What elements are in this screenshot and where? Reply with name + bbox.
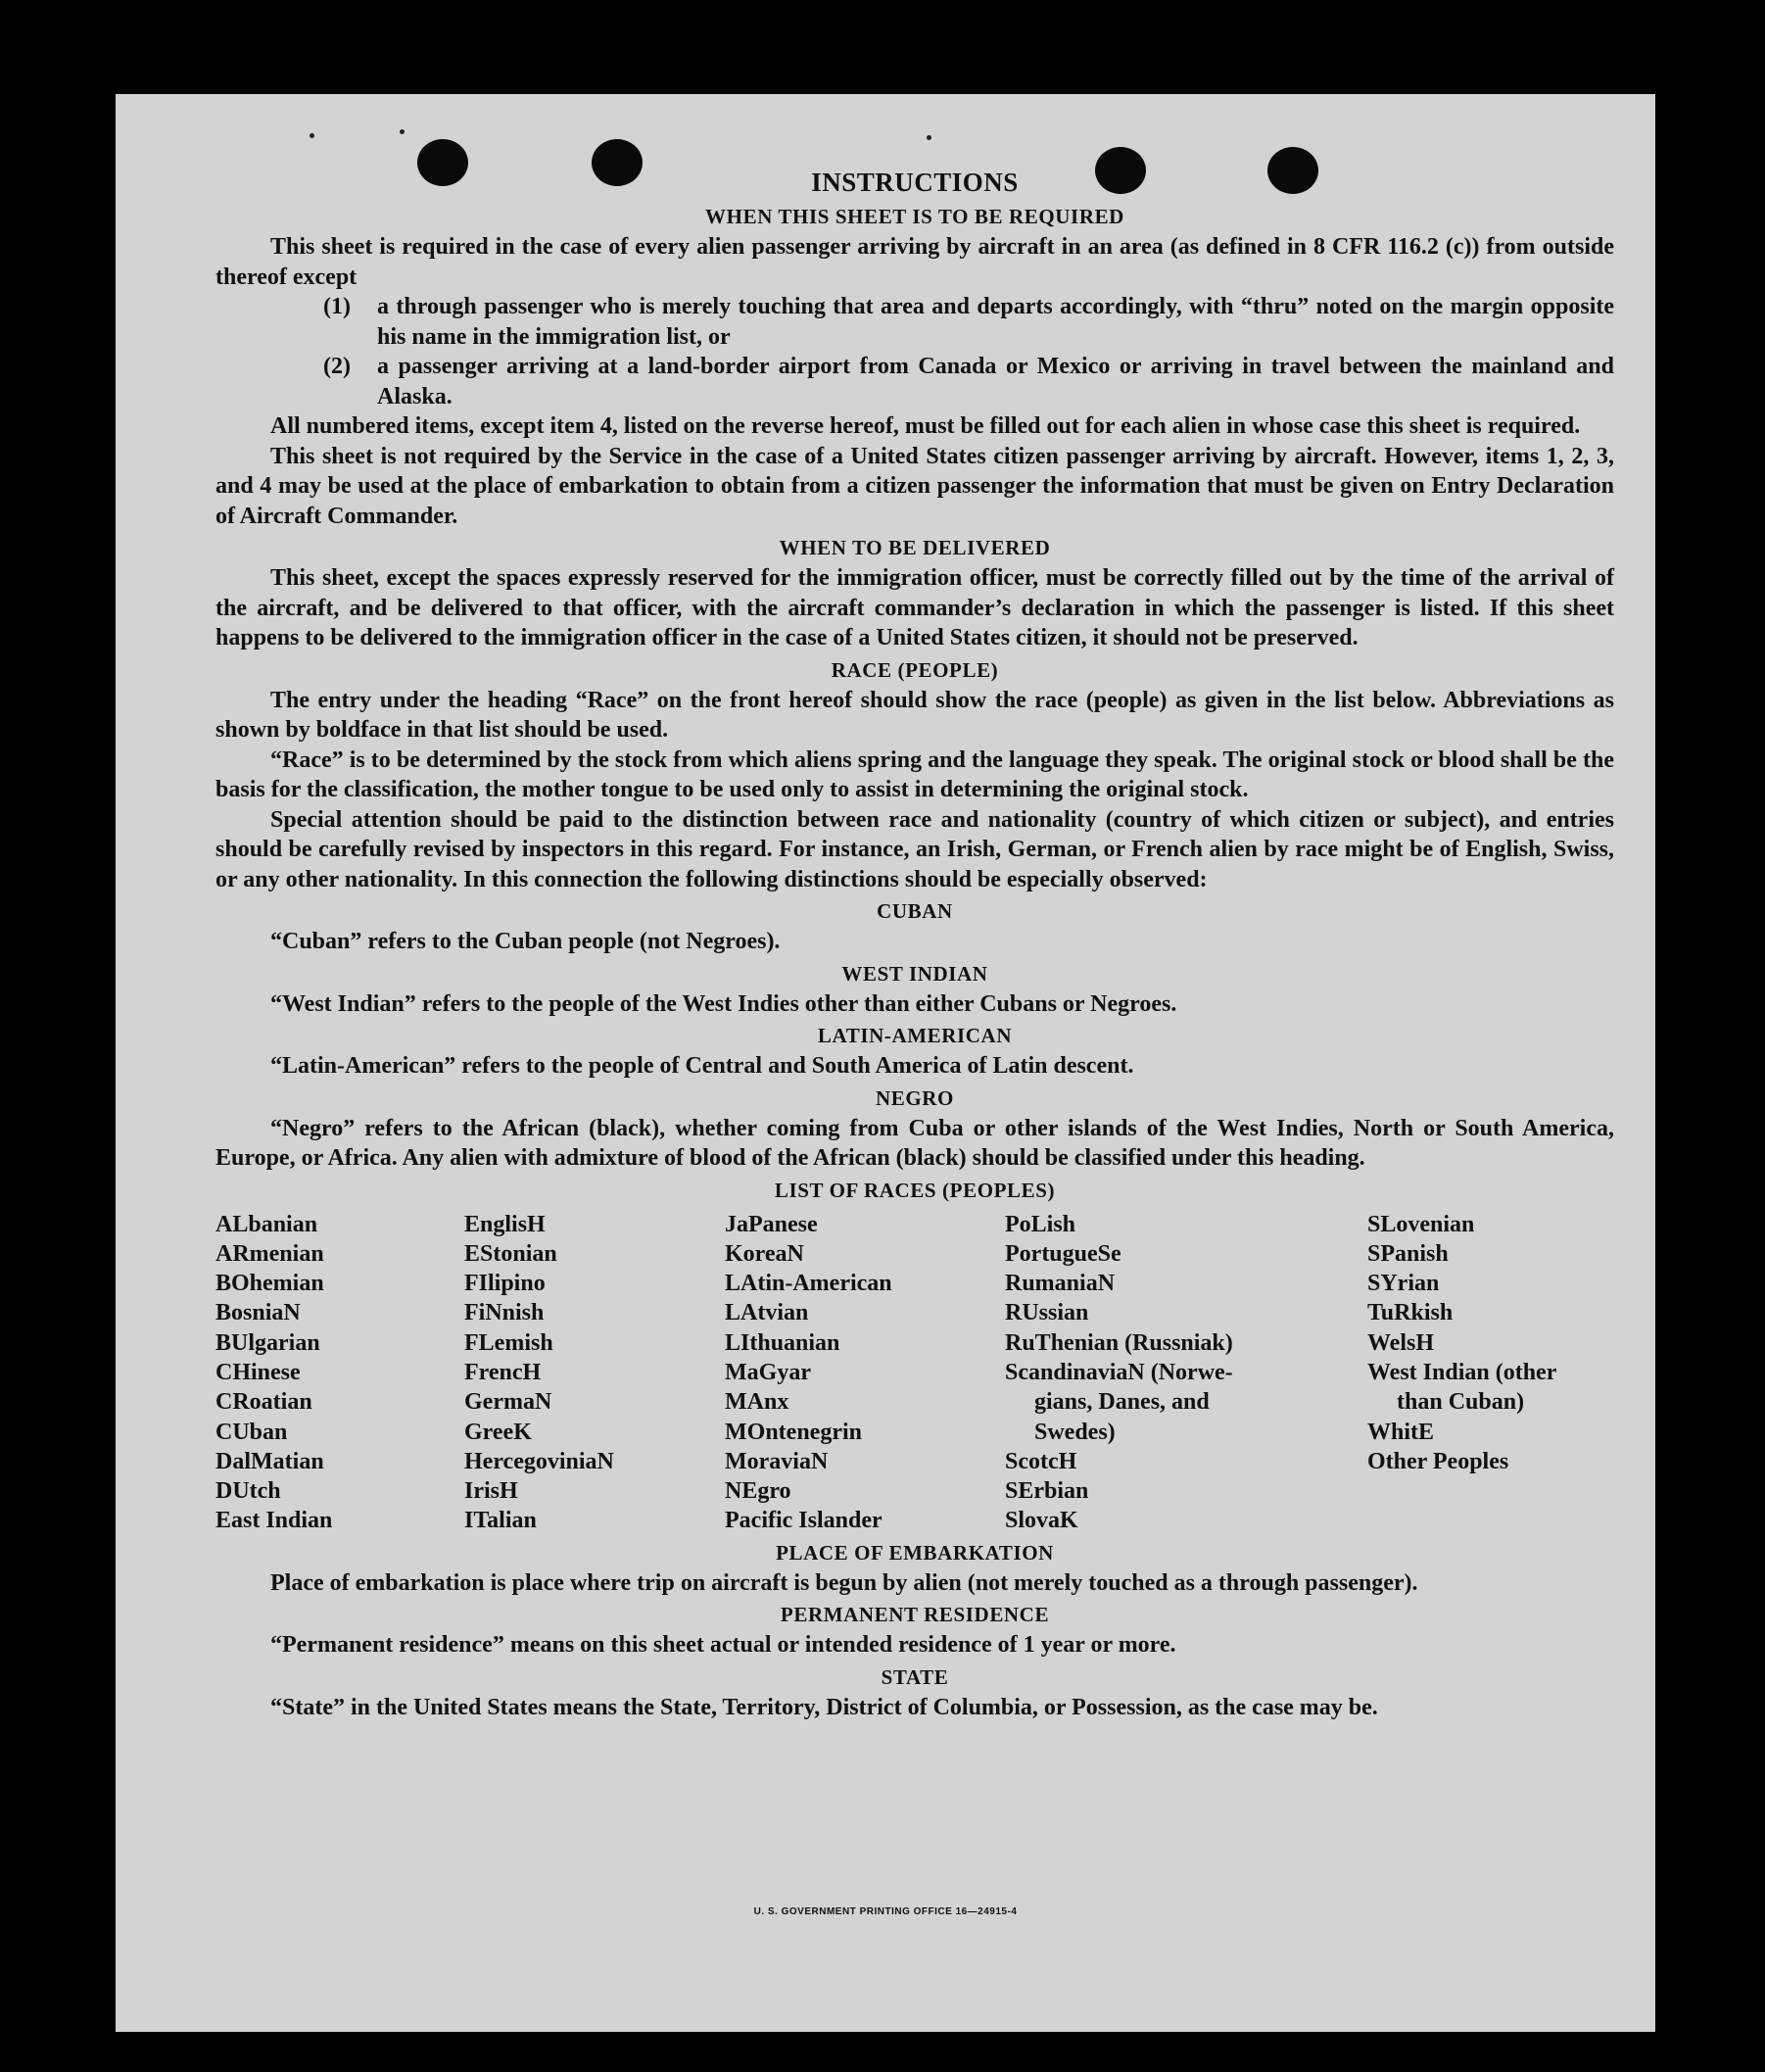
race-entry: DUtch	[215, 1478, 281, 1505]
race-column	[464, 1210, 725, 1536]
exception-item	[215, 352, 1614, 411]
race-entry: Pacific Islander	[725, 1508, 882, 1534]
exception-number: (1)	[323, 294, 351, 319]
heading-permanent-residence: PERMANENT RESIDENCE	[780, 1603, 1050, 1627]
race-entry: SErbian	[1005, 1478, 1089, 1505]
ink-speck	[927, 135, 931, 140]
race-entry: CUban	[215, 1419, 288, 1445]
heading-race: RACE (PEOPLE)	[831, 657, 999, 682]
race-entry: MoraviaN	[725, 1448, 829, 1474]
race-entry: East Indian	[215, 1508, 333, 1534]
race-entry: FrencH	[464, 1359, 542, 1385]
race-entry: GermaN	[464, 1389, 552, 1416]
race-entry: WelsH	[1367, 1329, 1435, 1356]
race-column	[1005, 1210, 1367, 1536]
race-entry: West Indian (other	[1367, 1359, 1557, 1385]
race-column	[1367, 1210, 1614, 1536]
race-paragraph-2: “Race” is to be determined by the stock from which aliens spring and the language they speak. The original stock or blood shall be the basis for the classification, the mother tongue to be used only to assist in determining the original stock.	[215, 747, 1614, 802]
race-entry: ARmenian	[215, 1240, 324, 1267]
race-entry: WhitE	[1367, 1419, 1435, 1445]
race-entry: BOhemian	[215, 1271, 324, 1297]
race-entry: LAtvian	[725, 1300, 809, 1326]
embarkation-text: Place of embarkation is place where trip on aircraft is begun by alien (not merely touched as a through passenger).	[270, 1569, 1418, 1596]
heading-cuban: CUBAN	[877, 899, 953, 923]
west-indian-definition: “West Indian” refers to the people of the West Indies other than either Cubans or Negroes.	[270, 990, 1177, 1017]
race-column	[215, 1210, 464, 1536]
race-entry: RumaniaN	[1005, 1271, 1116, 1297]
race-entry: LIthuanian	[725, 1329, 840, 1356]
race-entry: SlovaK	[1005, 1508, 1078, 1534]
race-entry: MaGyar	[725, 1359, 811, 1385]
race-entry: BosniaN	[215, 1300, 301, 1326]
race-paragraph-3: Special attention should be paid to the distinction between race and nationality (country of which citizen or subject), and entries should be carefully revised by inspectors in this regard. For instance, an Irish, German, or French alien by race might be of English, Swiss, or any other nationality. In this connection the following distinctions should be especially observed:	[215, 806, 1614, 892]
race-entry: BUlgarian	[215, 1329, 320, 1356]
race-paragraph-1: The entry under the heading “Race” on the front hereof should show the race (people) as given in the list below. Abbreviations as shown by boldface in that list should be used.	[215, 687, 1614, 743]
state-text: “State” in the United States means the State, Territory, District of Columbia, or Possession, as the case may be.	[270, 1694, 1378, 1720]
race-column	[725, 1210, 1005, 1536]
race-entry: NEgro	[725, 1478, 791, 1505]
heading-list-of-races: LIST OF RACES (PEOPLES)	[774, 1178, 1056, 1202]
race-entry: FiNnish	[464, 1300, 545, 1326]
race-entry: MOntenegrin	[725, 1419, 862, 1445]
numbered-items-paragraph: All numbered items, except item 4, listed on the reverse hereof, must be filled out for each alien in whose case this sheet is required.	[270, 413, 1581, 439]
when-delivered-text: This sheet, except the spaces expressly reserved for the immigration officer, must be correctly filled out by the time of the arrival of the aircraft, and be delivered to that officer, with the aircraft commander’s declaration in which the passenger is listed. If this sheet happens to be delivered to the immigration officer in the case of a United States citizen, it should not be preserved.	[215, 565, 1614, 651]
exception-number: (2)	[323, 354, 351, 379]
cuban-definition: “Cuban” refers to the Cuban people (not Negroes).	[270, 929, 781, 954]
heading-embarkation: PLACE OF EMBARKATION	[776, 1540, 1054, 1565]
race-entry: EnglisH	[464, 1211, 546, 1237]
race-entry: IrisH	[464, 1478, 518, 1505]
race-entry-continued: gians, Danes, and	[1034, 1389, 1210, 1416]
race-entry: DalMatian	[215, 1448, 324, 1474]
race-entry: KoreaN	[725, 1240, 804, 1267]
document-page	[116, 94, 1655, 2032]
race-entry: ScandinaviaN (Norwe-	[1005, 1359, 1233, 1385]
race-entry: SYrian	[1367, 1271, 1440, 1297]
heading-negro: NEGRO	[875, 1085, 954, 1110]
exception-item	[215, 292, 1614, 352]
race-entry: JaPanese	[725, 1211, 818, 1237]
heading-when-delivered: WHEN TO BE DELIVERED	[779, 536, 1051, 559]
ink-speck	[310, 133, 314, 138]
page-title: INSTRUCTIONS	[811, 168, 1019, 197]
race-entry: ITalian	[464, 1508, 537, 1534]
latin-american-definition: “Latin-American” refers to the people of Central and South America of Latin descent.	[270, 1053, 1134, 1079]
race-entry: LAtin-American	[725, 1271, 892, 1297]
race-entry: GreeK	[464, 1419, 532, 1445]
race-entry: ALbanian	[215, 1211, 318, 1237]
race-entry: SPanish	[1367, 1240, 1449, 1267]
race-entry: RuThenian (Russniak)	[1005, 1329, 1233, 1356]
race-entry: ScotcH	[1005, 1448, 1077, 1474]
race-entry: FIlipino	[464, 1271, 546, 1297]
printing-office-footer: U. S. GOVERNMENT PRINTING OFFICE 16—24915-4	[753, 1906, 1018, 1917]
race-entry-continued: than Cuban)	[1397, 1389, 1525, 1416]
exception-text: a passenger arriving at a land-border airport from Canada or Mexico or arriving in travel between the mainland and Alaska.	[377, 354, 1614, 410]
race-entry: RUssian	[1005, 1300, 1089, 1326]
heading-state: STATE	[881, 1664, 949, 1689]
race-list	[215, 1210, 1614, 1536]
race-entry: EStonian	[464, 1240, 557, 1267]
race-entry: TuRkish	[1367, 1300, 1454, 1326]
race-entry: PoLish	[1005, 1211, 1076, 1237]
race-entry: HercegoviniaN	[464, 1448, 614, 1474]
heading-when-required: WHEN THIS SHEET IS TO BE REQUIRED	[705, 205, 1124, 228]
heading-west-indian: WEST INDIAN	[841, 961, 988, 986]
race-entry: CRoatian	[215, 1389, 312, 1416]
ink-speck	[400, 129, 405, 134]
race-entry: CHinese	[215, 1359, 301, 1385]
negro-definition: “Negro” refers to the African (black), whether coming from Cuba or other islands of the West Indies, North or South America, Europe, or Africa. Any alien with admixture of blood of the African (black) should be classified under this heading.	[215, 1115, 1614, 1171]
race-entry: MAnx	[725, 1389, 789, 1416]
residence-text: “Permanent residence” means on this sheet actual or intended residence of 1 year or more.	[270, 1632, 1176, 1659]
when-required-intro: This sheet is required in the case of every alien passenger arriving by aircraft in an area (as defined in 8 CFR 116.2 (c)) from outside thereof except	[215, 234, 1614, 290]
race-entry: Other Peoples	[1367, 1448, 1509, 1474]
race-entry: SLovenian	[1367, 1211, 1475, 1237]
race-entry-continued: Swedes)	[1034, 1419, 1116, 1445]
heading-latin-american: LATIN-AMERICAN	[817, 1024, 1013, 1047]
instructions-content	[215, 165, 1614, 1722]
race-entry: PortugueSe	[1005, 1240, 1121, 1267]
race-entry: FLemish	[464, 1329, 553, 1356]
exception-text: a through passenger who is merely touching that area and departs accordingly, with “thru” noted on the margin opposite his name in the immigration list, or	[377, 294, 1614, 350]
citizen-paragraph: This sheet is not required by the Service in the case of a United States citizen passenger arriving by aircraft. However, items 1, 2, 3, and 4 may be used at the place of embarkation to obtain from a citizen passenger the information that must be given on Entry Declaration of Aircraft Commander.	[215, 443, 1614, 529]
